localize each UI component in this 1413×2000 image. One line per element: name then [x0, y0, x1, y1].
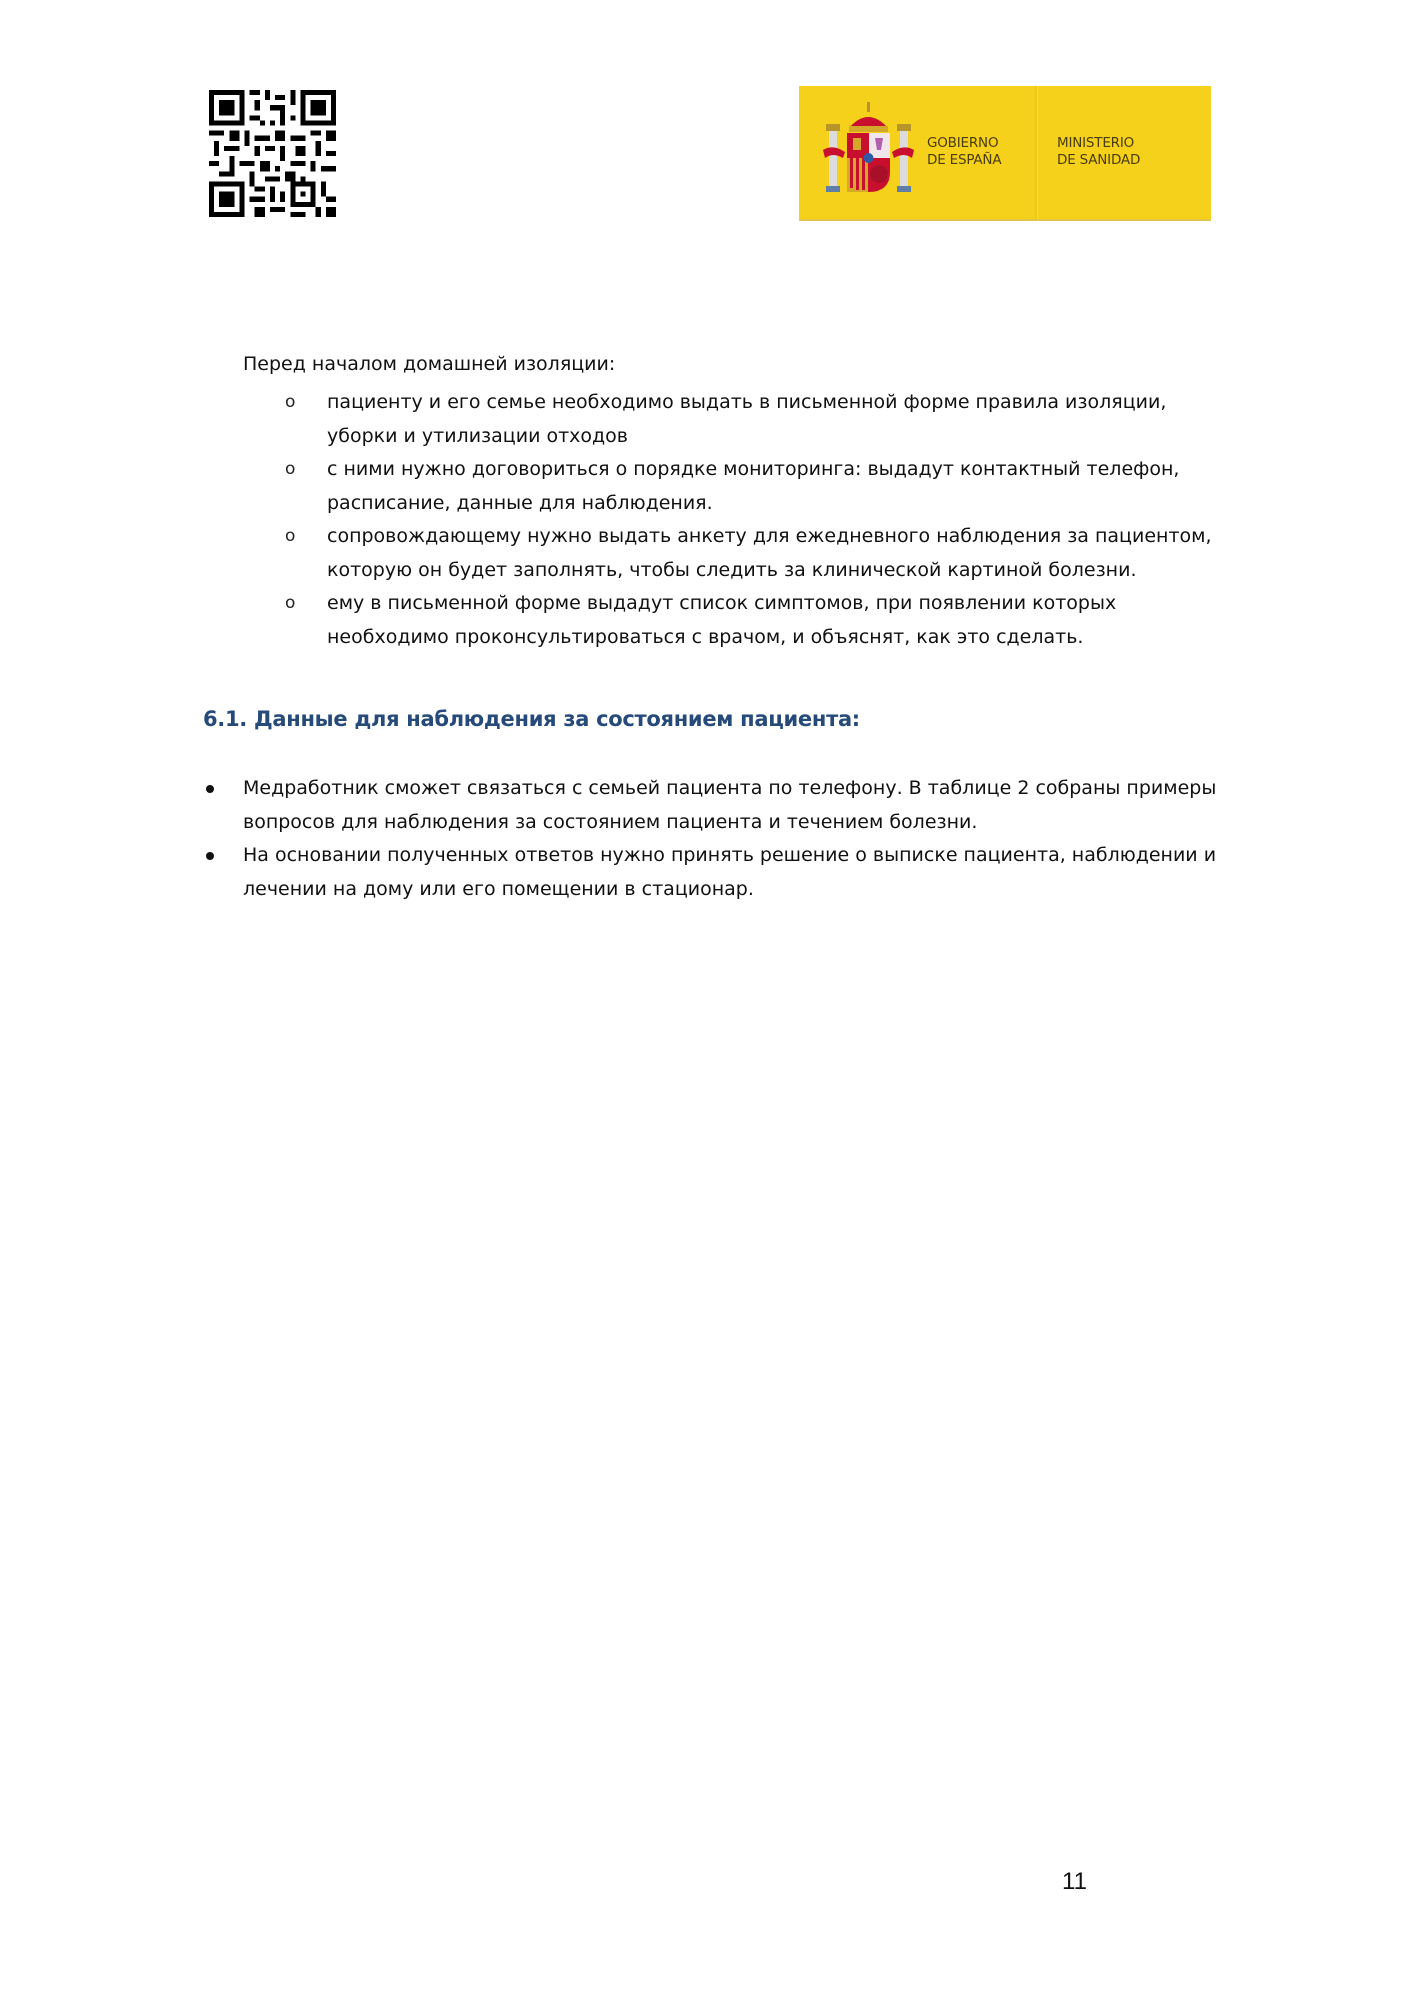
list-item-text: ему в письменной форме выдадут список симптомов, при появлении которых необходимо проконсультироваться с врачом, и объяснят, как это сделать. [327, 592, 1117, 648]
list-item [203, 772, 1223, 839]
list-item-text: Медработник сможет связаться с семьей пациента по телефону. В таблице 2 собраны примеры вопросов для наблюдения за состоянием пациента и течением болезни. [243, 777, 1217, 833]
isolation-checklist [243, 386, 1233, 654]
circle-bullet-icon: o [285, 593, 296, 613]
bullet-icon [206, 852, 214, 860]
government-logo [799, 86, 1211, 221]
list-item [243, 587, 1233, 654]
list-item-text: с ними нужно договориться о порядке мониторинга: выдадут контактный телефон, расписание, данные для наблюдения. [327, 458, 1180, 514]
bullet-icon [206, 785, 214, 793]
list-item-text: сопровождающему нужно выдать анкету для ежедневного наблюдения за пациентом, которую он будет заполнять, чтобы следить за клинической картиной болезни. [327, 525, 1212, 581]
circle-bullet-icon: o [285, 459, 296, 479]
list-item-text: пациенту и его семье необходимо выдать в письменной форме правила изоляции, уборки и утилизации отходов [327, 391, 1167, 447]
section-heading: 6.1. Данные для наблюдения за состоянием пациента: [203, 707, 860, 731]
circle-bullet-icon: o [285, 526, 296, 546]
list-item-text: На основании полученных ответов нужно принять решение о выписке пациента, наблюдении и лечении на дому или его помещении в стационар. [243, 844, 1217, 900]
circle-bullet-icon: o [285, 392, 296, 412]
qr-code-icon [209, 90, 336, 217]
intro-paragraph: Перед началом домашней изоляции: [243, 353, 616, 375]
ministerio-text: MINISTERIO DE SANIDAD [1057, 135, 1141, 168]
list-item [203, 839, 1223, 906]
list-item [243, 453, 1233, 520]
coat-of-arms-icon [821, 100, 916, 200]
page-number: 11 [1062, 1868, 1087, 1895]
monitoring-bullets [203, 772, 1223, 906]
list-item [243, 520, 1233, 587]
gobierno-text: GOBIERNO DE ESPAÑA [927, 135, 1002, 168]
logo-divider [1035, 86, 1037, 219]
list-item [243, 386, 1233, 453]
